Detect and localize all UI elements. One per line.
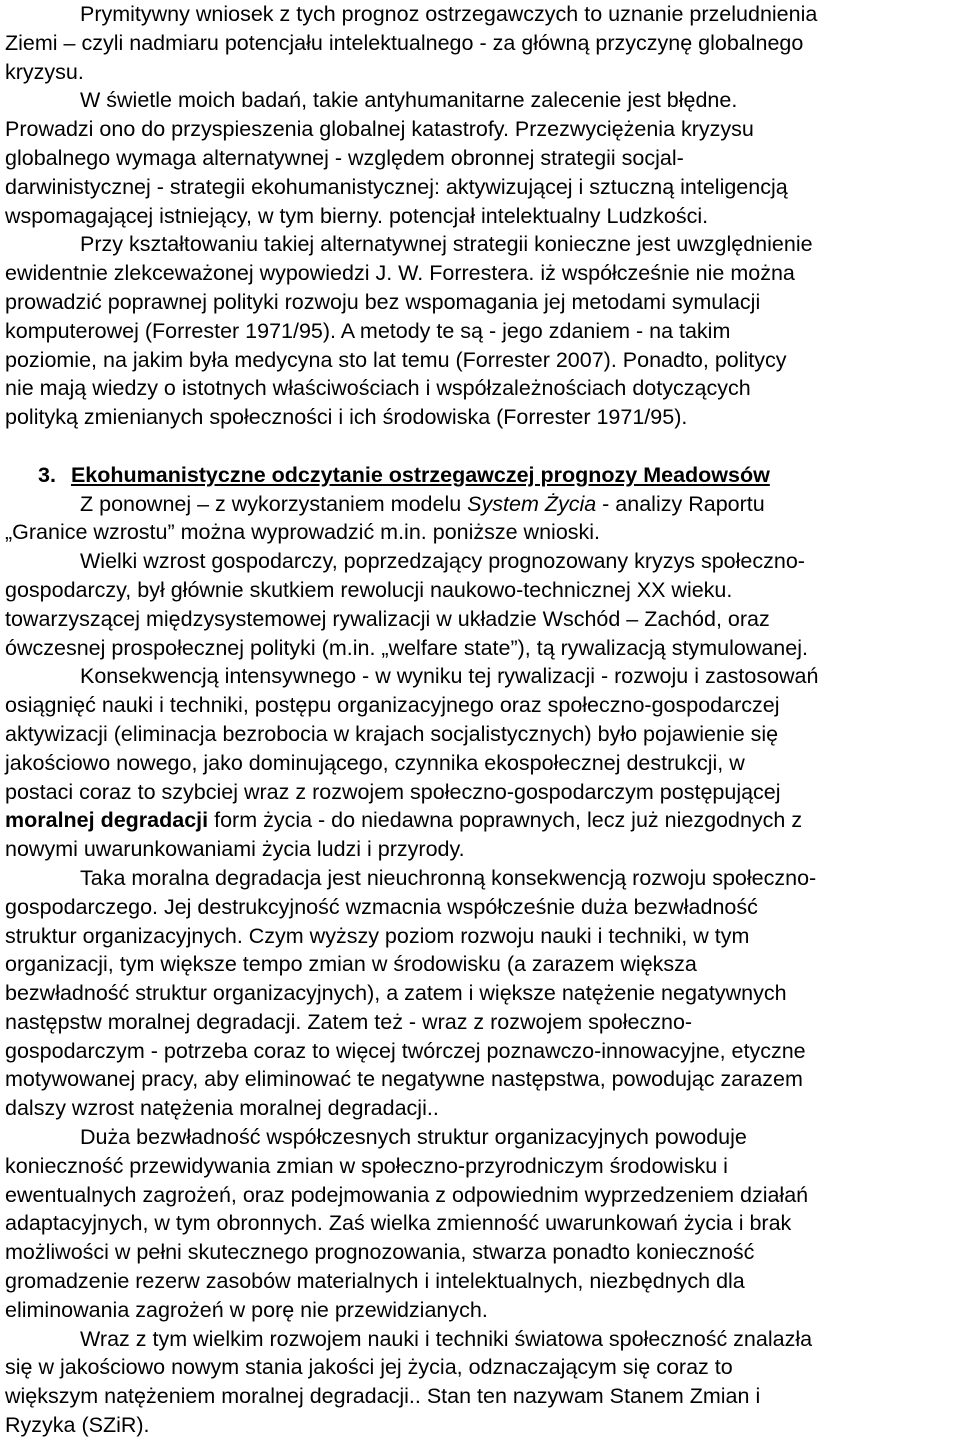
text-line: poziomie, na jakim była medycyna sto lat temu (Forrester 2007). Ponadto, politycy xyxy=(5,347,787,372)
text-line: Przy kształtowaniu takiej alternatywnej strategii konieczne jest uwzględnienie xyxy=(80,232,813,257)
text-line: ówczesnej prospołecznej polityki (m.in. „welfare state”), tą rywalizacją stymulowanej. xyxy=(5,635,808,660)
italic-term: System Życia xyxy=(467,491,597,516)
text-line: gospodarczy, był głównie skutkiem rewolucji naukowo-technicznej XX wieku. xyxy=(5,577,733,602)
text-line: bezwładność struktur organizacyjnych), a zatem i większe natężenie negatywnych xyxy=(5,981,787,1006)
section-heading xyxy=(5,461,955,490)
paragraph-2 xyxy=(5,86,955,230)
paragraph-3 xyxy=(5,230,955,432)
section-title: Ekohumanistyczne odczytanie ostrzegawczej prognozy Meadowsów xyxy=(70,462,770,487)
text-line: organizacji, tym większe tempo zmian w środowisku (a zarazem większa xyxy=(5,952,697,977)
text-line: postaci coraz to szybciej wraz z rozwojem społeczno-gospodarczym postępującej xyxy=(5,779,781,804)
bold-term: moralnej degradacji xyxy=(5,808,209,833)
text-line: wspomagającej istniejący, w tym bierny. potencjał intelektualny Ludzkości. xyxy=(5,203,709,228)
text-line: dalszy wzrost natężenia moralnej degradacji.. xyxy=(5,1096,439,1121)
text-line: prowadzić poprawnej polityki rozwoju bez wspomagania jej metodami symulacji xyxy=(5,289,761,314)
paragraph-4 xyxy=(5,490,955,548)
text-line: Wraz z tym wielkim rozwojem nauki i techniki światowa społeczność znalazła xyxy=(80,1326,813,1351)
document-page xyxy=(5,0,955,1440)
text-line: towarzyszącej międzysystemowej rywalizacji w układzie Wschód – Zachód, oraz xyxy=(5,606,770,631)
text-line: Taka moralna degradacja jest nieuchronną konsekwencją rozwoju społeczno- xyxy=(80,865,817,890)
text-line: następstw moralnej degradacji. Zatem też - wraz z rozwojem społeczno- xyxy=(5,1009,693,1034)
text-line: możliwości w pełni skutecznego prognozowania, stwarza ponadto konieczność xyxy=(5,1240,755,1265)
text-line: kryzysu. xyxy=(5,59,84,84)
text-line: gospodarczego. Jej destrukcyjność wzmacnia współcześnie duża bezwładność xyxy=(5,894,758,919)
text-line: Ryzyka (SZiR). xyxy=(5,1413,150,1438)
text-line: ewidentnie zlekceważonej wypowiedzi J. W. Forrestera. iż współcześnie nie można xyxy=(5,261,795,286)
text-segment: - analizy Raportu xyxy=(596,491,765,516)
text-line: się w jakościowo nowym stania jakości jej życia, odznaczającym się coraz to xyxy=(5,1355,733,1380)
text-line: Duża bezwładność współczesnych struktur organizacyjnych powoduje xyxy=(80,1125,747,1150)
text-segment: form życia - do niedawna poprawnych, lecz już niezgodnych z xyxy=(208,808,803,833)
text-line: aktywizacji (eliminacja bezrobocia w krajach socjalistycznych) było pojawienie się xyxy=(5,721,779,746)
text-line: większym natężeniem moralnej degradacji.. Stan ten nazywam Stanem Zmian i xyxy=(5,1384,761,1409)
text-line: Prowadzi ono do przyspieszenia globalnej katastrofy. Przezwyciężenia kryzysu xyxy=(5,117,754,142)
text-line: motywowanej pracy, aby eliminować te negatywne następstwa, powodując zarazem xyxy=(5,1067,803,1092)
text-line: struktur organizacyjnych. Czym wyższy poziom rozwoju nauki i techniki, w tym xyxy=(5,923,750,948)
text-line: nie mają wiedzy o istotnych właściwościach i współzależnościach dotyczących xyxy=(5,376,751,401)
text-segment: Z ponownej – z wykorzystaniem modelu xyxy=(80,491,468,516)
text-line: gospodarczym - potrzeba coraz to więcej twórczej poznawczo-innowacyjne, etyczne xyxy=(5,1038,806,1063)
text-line: jakościowo nowego, jako dominującego, czynnika ekospołecznej destrukcji, w xyxy=(5,750,745,775)
text-line xyxy=(5,490,955,519)
text-line: osiągnięć nauki i techniki, postępu organizacyjnego oraz społeczno-gospodarczej xyxy=(5,693,780,718)
paragraph-7 xyxy=(5,864,955,1123)
text-line: gromadzenie rezerw zasobów materialnych i intelektualnych, niezbędnych dla xyxy=(5,1269,745,1294)
text-line: adaptacyjnych, w tym obronnych. Zaś wielka zmienność uwarunkowań życia i brak xyxy=(5,1211,792,1236)
paragraph-6 xyxy=(5,662,955,864)
text-line: komputerowej (Forrester 1971/95). A metody te są - jego zdaniem - na takim xyxy=(5,318,731,343)
text-line: darwinistycznej - strategii ekohumanistycznej: aktywizującej i sztuczną inteligencją xyxy=(5,174,788,199)
paragraph-1 xyxy=(5,0,955,86)
paragraph-8 xyxy=(5,1123,955,1325)
text-line: Ziemi – czyli nadmiaru potencjału intelektualnego - za główną przyczynę globalnego xyxy=(5,30,804,55)
text-line: Konsekwencją intensywnego - w wyniku tej rywalizacji - rozwoju i zastosowań xyxy=(80,664,819,689)
text-line: nowymi uwarunkowaniami życia ludzi i przyrody. xyxy=(5,837,465,862)
text-line: globalnego wymaga alternatywnej - względem obronnej strategii socjal- xyxy=(5,145,684,170)
text-line: polityką zmienianych społeczności i ich środowiska (Forrester 1971/95). xyxy=(5,405,688,430)
text-line: „Granice wzrostu” można wyprowadzić m.in. poniższe wnioski. xyxy=(5,520,601,545)
text-line: konieczność przewidywania zmian w społeczno-przyrodniczym środowisku i xyxy=(5,1153,728,1178)
spacer xyxy=(5,432,955,461)
text-line: Wielki wzrost gospodarczy, poprzedzający prognozowany kryzys społeczno- xyxy=(80,549,805,574)
paragraph-9 xyxy=(5,1325,955,1440)
text-line: ewentualnych zagrożeń, oraz podejmowania z odpowiednim wyprzedzeniem działań xyxy=(5,1182,809,1207)
text-line: W świetle moich badań, takie antyhumanitarne zalecenie jest błędne. xyxy=(80,88,738,113)
text-line: Prymitywny wniosek z tych prognoz ostrzegawczych to uznanie przeludnienia xyxy=(80,2,818,26)
section-number: 3. xyxy=(38,462,56,487)
paragraph-5 xyxy=(5,547,955,662)
text-line: eliminowania zagrożeń w porę nie przewidzianych. xyxy=(5,1297,488,1322)
text-line xyxy=(5,806,955,835)
